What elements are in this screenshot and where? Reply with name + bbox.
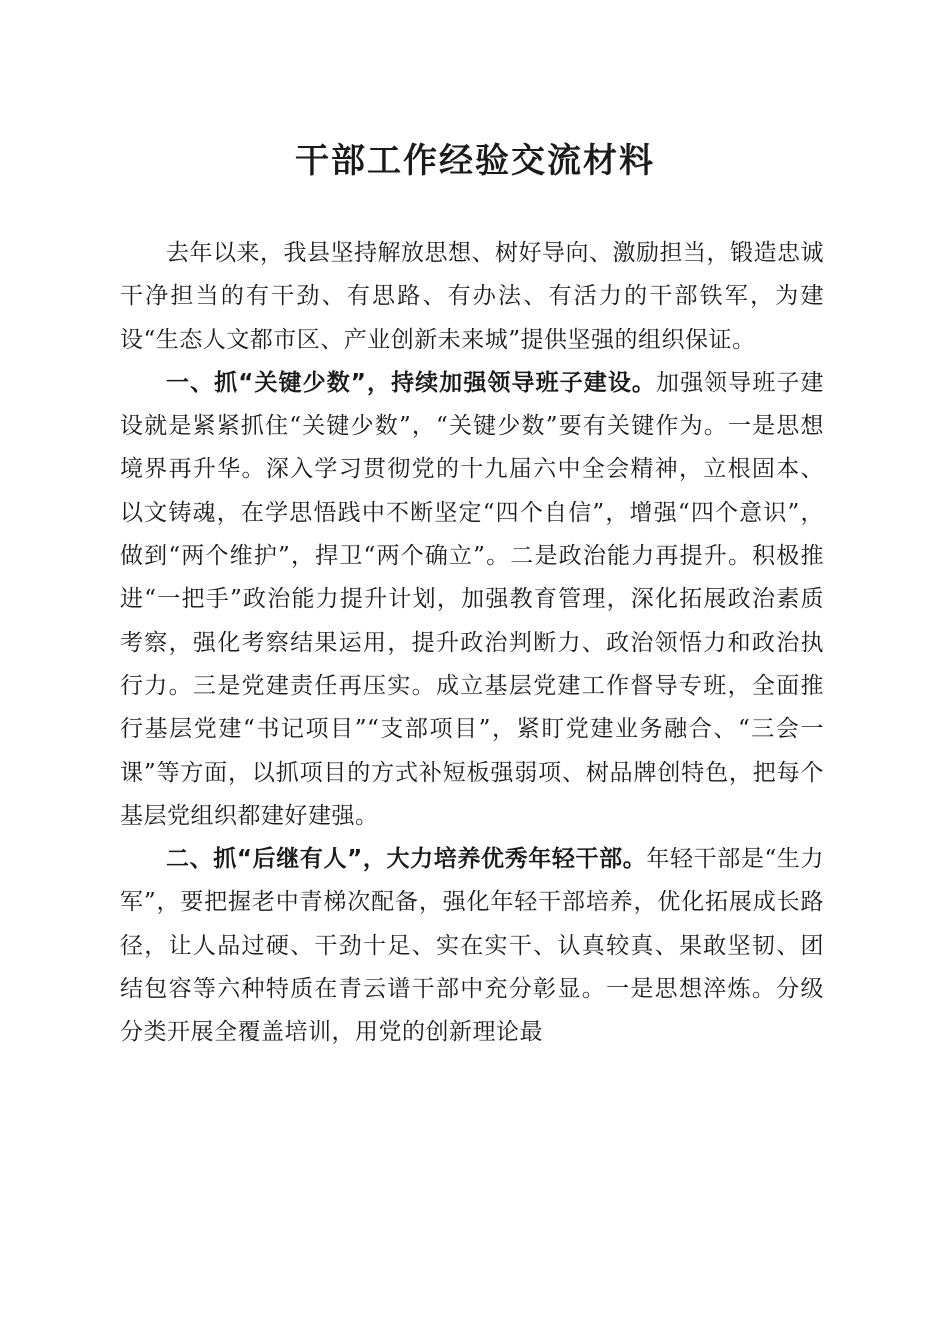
section-two-text: 年轻干部是“生力军”，要把握老中青梯次配备，强化年轻干部培养，优化拓展成长路径，让人品过硬、干劲十足、实在实干、认真较真、果敢坚韧、团结包容等六种特质在青云谱干部中充分彰显。一是思想淬炼。分级分类开展全覆盖培训，用党的创新理论最 — [120, 846, 824, 1046]
document-title: 干部工作经验交流材料 — [295, 141, 655, 181]
section-one-heading: 一、抓“关键少数”，持续加强领导班子建设。 — [166, 369, 656, 396]
intro-paragraph — [120, 232, 824, 362]
section-two-heading: 二、抓“后继有人”，大力培养优秀年轻干部。 — [166, 846, 647, 873]
document-body — [120, 232, 824, 1055]
intro-paragraph-text: 去年以来，我县坚持解放思想、树好导向、激励担当，锻造忠诚干净担当的有干劲、有思路、有办法、有活力的干部铁军，为建设“生态人文都市区、产业创新未来城”提供坚强的组织保证。 — [120, 240, 824, 353]
section-two-paragraph — [120, 838, 824, 1054]
section-one-text: 加强领导班子建设就是紧紧抓住“关键少数”，“关键少数”要有关键作为。一是思想境界再升华。深入学习贯彻党的十九届六中全会精神，立根固本、以文铸魂，在学思悟践中不断坚定“四个自信”，增强“四个意识”，做到“两个维护”，捍卫“两个确立”。二是政治能力再提升。积极推进“一把手”政治能力提升计划，加强教育管理，深化拓展政治素质考察，强化考察结果运用，提升政治判断力、政治领悟力和政治执行力。三是党建责任再压实。成立基层党建工作督导专班，全面推行基层党建“书记项目”“支部项目”，紧盯党建业务融合、“三会一课”等方面，以抓项目的方式补短板强弱项、树品牌创特色，把每个基层党组织都建好建强。 — [120, 369, 825, 829]
section-one-paragraph — [120, 362, 824, 838]
